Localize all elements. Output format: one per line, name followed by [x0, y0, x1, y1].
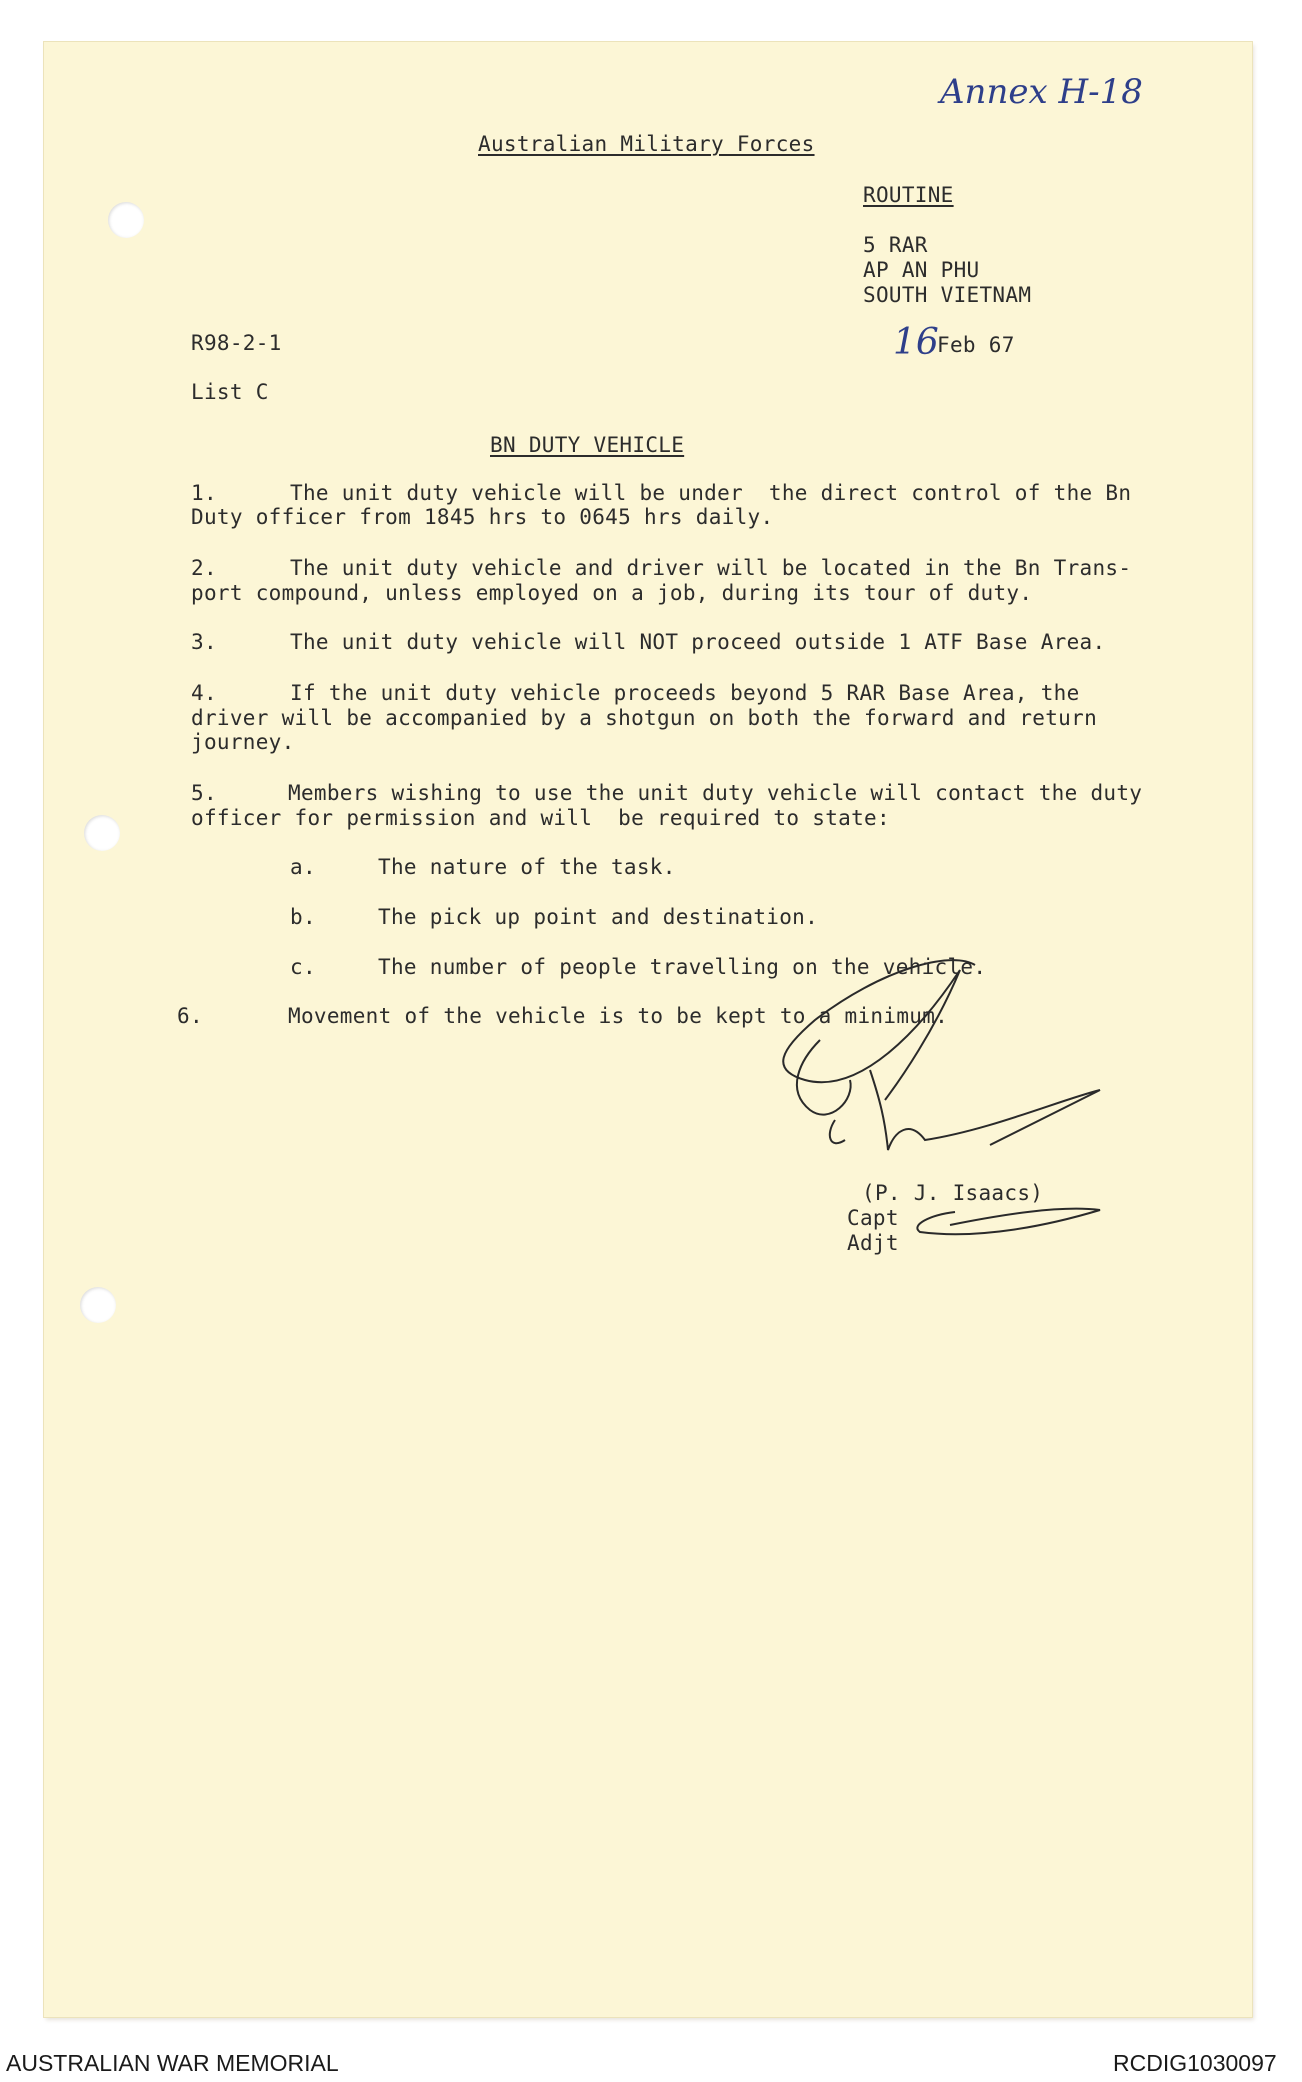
- unit-address-line: SOUTH VIETNAM: [863, 283, 1032, 307]
- handwritten-signature: [760, 950, 1110, 1250]
- file-reference: R98-2-1: [191, 331, 282, 355]
- punch-hole: [108, 202, 144, 238]
- organisation-heading: Australian Military Forces: [478, 132, 815, 156]
- paragraph-line: The unit duty vehicle will be under the direct control of the Bn: [290, 481, 1132, 505]
- paragraph-number: 6.: [177, 1004, 203, 1028]
- paragraph-number: 4.: [191, 681, 217, 705]
- paragraph-line: Duty officer from 1845 hrs to 0645 hrs daily.: [191, 505, 774, 529]
- subitem-text: The pick up point and destination.: [378, 905, 819, 929]
- unit-address-line: AP AN PHU: [863, 258, 980, 282]
- signatory-appointment: Adjt: [847, 1231, 899, 1255]
- date-day-handwritten: 16: [893, 322, 939, 363]
- handwritten-annotation: Annex H-18: [940, 72, 1143, 112]
- paragraph-line: If the unit duty vehicle proceeds beyond 5 RAR Base Area, the: [290, 681, 1080, 705]
- paragraph-number: 2.: [191, 556, 217, 580]
- signatory-rank: Capt: [847, 1206, 899, 1230]
- paragraph-line: port compound, unless employed on a job, during its tour of duty.: [191, 581, 1033, 605]
- footer-catalogue-id: RCDIG1030097: [1113, 2050, 1277, 2076]
- unit-address-line: 5 RAR: [863, 233, 928, 257]
- distribution-list: List C: [191, 380, 269, 404]
- document-title: BN DUTY VEHICLE: [490, 433, 685, 457]
- paragraph-number: 3.: [191, 630, 217, 654]
- paragraph-line: journey.: [191, 730, 295, 754]
- paragraph-line: Members wishing to use the unit duty vehicle will contact the duty: [288, 781, 1143, 805]
- paragraph-line: officer for permission and will be required to state:: [191, 806, 890, 830]
- paragraph-number: 1.: [191, 481, 217, 505]
- classification: ROUTINE: [863, 183, 954, 207]
- footer-credit: AUSTRALIAN WAR MEMORIAL: [6, 2050, 339, 2076]
- subitem-letter: c.: [290, 955, 316, 979]
- paragraph-line: driver will be accompanied by a shotgun on both the forward and return: [191, 706, 1098, 730]
- date: Feb 67: [937, 333, 1015, 357]
- punch-hole: [84, 815, 120, 851]
- paragraph-number: 5.: [191, 781, 217, 805]
- subitem-text: The nature of the task.: [378, 855, 676, 879]
- paragraph-line: The unit duty vehicle will NOT proceed outside 1 ATF Base Area.: [290, 630, 1106, 654]
- punch-hole: [80, 1287, 116, 1323]
- signatory-name: (P. J. Isaacs): [862, 1181, 1044, 1205]
- subitem-text: The number of people travelling on the vehicle.: [378, 955, 987, 979]
- subitem-letter: b.: [290, 905, 316, 929]
- paragraph-line: Movement of the vehicle is to be kept to a minimum.: [288, 1004, 949, 1028]
- paragraph-line: The unit duty vehicle and driver will be located in the Bn Trans-: [290, 556, 1132, 580]
- subitem-letter: a.: [290, 855, 316, 879]
